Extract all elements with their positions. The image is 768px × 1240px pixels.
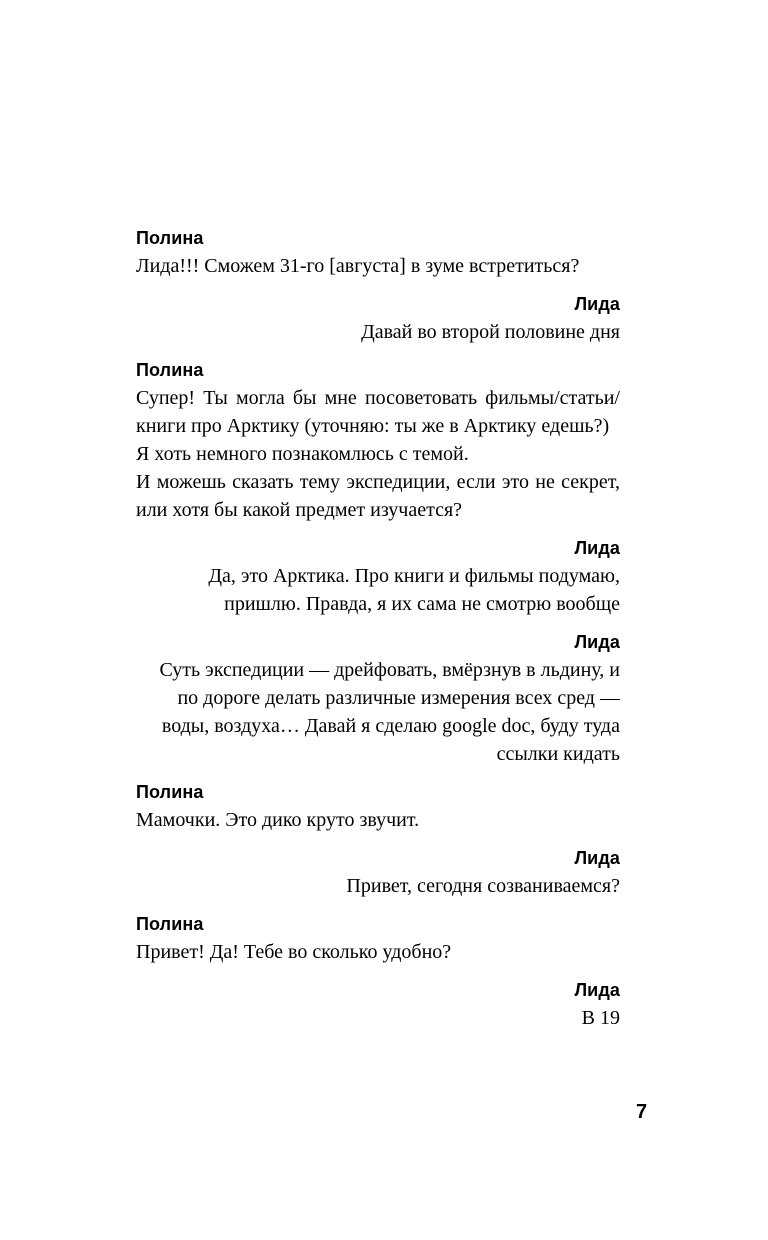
author-label: Полина [136, 228, 204, 248]
message-text [136, 872, 620, 900]
message-group [136, 912, 620, 966]
message-paragraph: Да, это Арктика. Про книги и фильмы подумаю, пришлю. Правда, я их сама не смотрю вообще [208, 565, 620, 615]
message-paragraph: В 19 [581, 1007, 620, 1029]
message-group [136, 536, 620, 618]
message-paragraph: Давай во второй половине дня [361, 321, 620, 343]
message-text [136, 318, 620, 346]
message-text [136, 938, 620, 966]
author-label: Лида [574, 848, 620, 868]
message-text [136, 252, 620, 280]
message-paragraph: И можешь сказать тему экспедиции, если это не секрет, или хотя бы какой предмет изучается? [136, 471, 620, 521]
message-text [136, 1004, 620, 1032]
message-group [136, 846, 620, 900]
message-paragraph: Суть экспедиции — дрейфовать, вмёрзнув в льдину, и по дороге делать различные измерения всех сред — воды, воздуха… Давай я сделаю google doc, буду туда ссылки кидать [159, 659, 620, 765]
page-number: 7 [636, 1101, 648, 1123]
author-label: Лида [574, 980, 620, 1000]
message-paragraph: Супер! Ты могла бы мне посоветовать фильмы/статьи/книги про Арктику (уточняю: ты же в Арктику едешь?) [136, 387, 620, 437]
message-text [136, 384, 620, 524]
message-text [136, 806, 620, 834]
message-paragraph: Лида!!! Сможем 31-го [августа] в зуме встретиться? [136, 255, 580, 277]
message-group [136, 226, 620, 280]
author-label: Полина [136, 914, 204, 934]
author-label: Лида [574, 294, 620, 314]
author-label: Полина [136, 360, 204, 380]
author-label: Полина [136, 782, 204, 802]
author-label: Лида [574, 632, 620, 652]
message-group [136, 978, 620, 1032]
message-group [136, 630, 620, 768]
message-text [136, 562, 620, 618]
message-paragraph: Привет! Да! Тебе во сколько удобно? [136, 941, 452, 963]
message-group [136, 358, 620, 524]
message-paragraph: Я хоть немного познакомлюсь с темой. [136, 443, 469, 465]
message-paragraph: Мамочки. Это дико круто звучит. [136, 809, 420, 831]
message-text [136, 656, 620, 768]
message-paragraph: Привет, сегодня созваниваемся? [346, 875, 620, 897]
author-label: Лида [574, 538, 620, 558]
message-group [136, 780, 620, 834]
chat-transcript [136, 226, 620, 1032]
message-group [136, 292, 620, 346]
